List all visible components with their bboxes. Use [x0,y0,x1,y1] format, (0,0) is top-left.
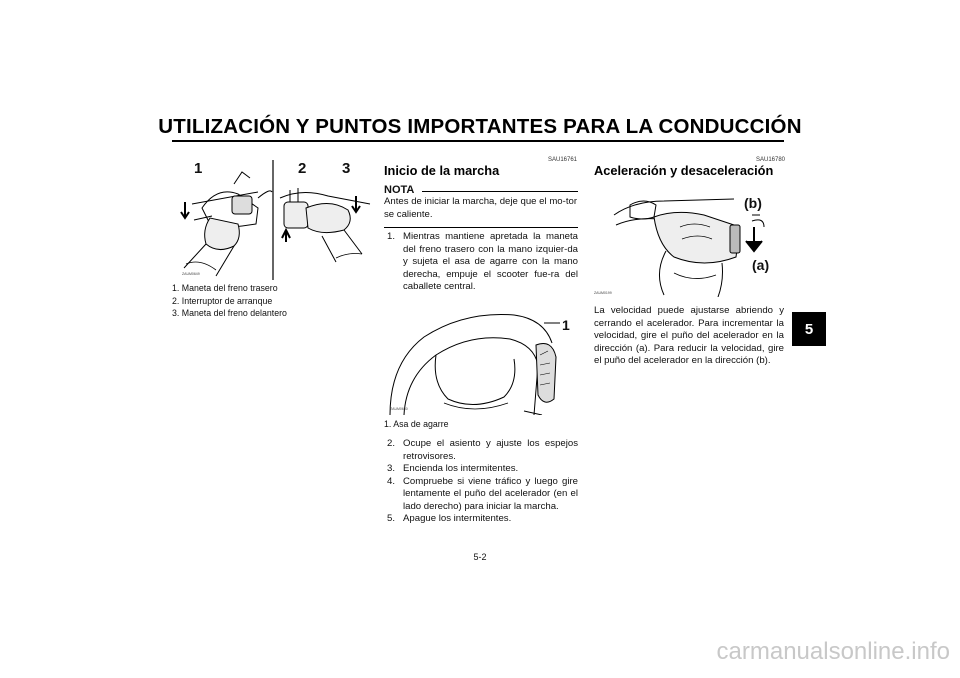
step-item [387,476,578,514]
callout-2: 2 [298,160,307,177]
grab-handle-caption [384,418,449,431]
nota-top-rule [422,191,578,192]
step-number: 4. [387,475,396,487]
handlebar-figure [172,158,372,282]
step-text: Apague los intermitentes. [403,513,512,524]
step-text: Mientras mantiene apretada la maneta del freno trasero con la mano izquier-da y sujeta el asa de agarre con la mano derecha, empuje el scooter fue-ra del caballete central. [403,231,578,292]
steps-list-a [387,231,578,294]
step-item [387,513,578,526]
figure-code: ZAUM0650 [390,407,408,411]
step-number: 2. [387,438,396,449]
figure-code: ZAUM0649 [182,272,200,276]
grab-handle-figure [384,303,578,415]
nota-text: Antes de iniciar la marcha, deje que el mo-tor se caliente. [384,196,578,220]
page-number: 5-2 [473,552,487,562]
step-text: Ocupe el asiento y ajuste los espejos retrovisores. [403,438,578,462]
direction-label-a: (a) [752,257,770,273]
chapter-tab[interactable]: 5 [792,312,826,346]
caption-item: 1. Asa de agarre [384,419,449,429]
step-item [387,438,578,463]
section-code: SAU16761 [548,157,578,163]
step-text: Encienda los intermitentes. [403,463,519,474]
caption-item: 1. Maneta del freno trasero [172,283,278,293]
accel-body-text: La velocidad puede ajustarse abriendo y cerrando el acelerador. Para incrementar la velocidad, gire el puño del acelerador en la dirección (a). Para reducir la velocidad, gire el puño del acelerador en la dirección (b). [594,305,784,367]
step-number: 5. [387,513,396,524]
section-title-accel: Aceleración y desaceleración [594,163,774,178]
direction-label-b: (b) [744,195,762,211]
throttle-figure [594,187,784,297]
header-rule [172,140,784,142]
grab-handle-illustration [384,303,578,415]
nota-bottom-rule [384,227,578,228]
callout-3: 3 [342,160,351,177]
section-code: SAU16780 [756,157,786,163]
callout-1: 1 [562,317,570,333]
figure-code: ZAUM0199 [594,291,612,295]
nota-label: NOTA [384,184,415,196]
page-header-title: UTILIZACIÓN Y PUNTOS IMPORTANTES PARA LA CONDUCCIÓN [158,115,802,138]
watermark: carmanualsonline.info [716,638,950,665]
section-title-start: Inicio de la marcha [384,163,500,178]
steps-list-b [387,438,578,526]
step-item [387,231,578,294]
callout-1: 1 [194,160,203,177]
step-text: Compruebe si viene tráfico y luego gire lentamente el puño del acelerador (en el lado derecho) para iniciar la marcha. [403,475,578,512]
step-item [387,463,578,476]
caption-item: 3. Maneta del freno delantero [172,308,287,318]
step-number: 1. [387,231,396,242]
caption-item: 2. Interruptor de arranque [172,295,273,306]
step-number: 3. [387,463,396,474]
left-figure-caption [172,282,287,320]
